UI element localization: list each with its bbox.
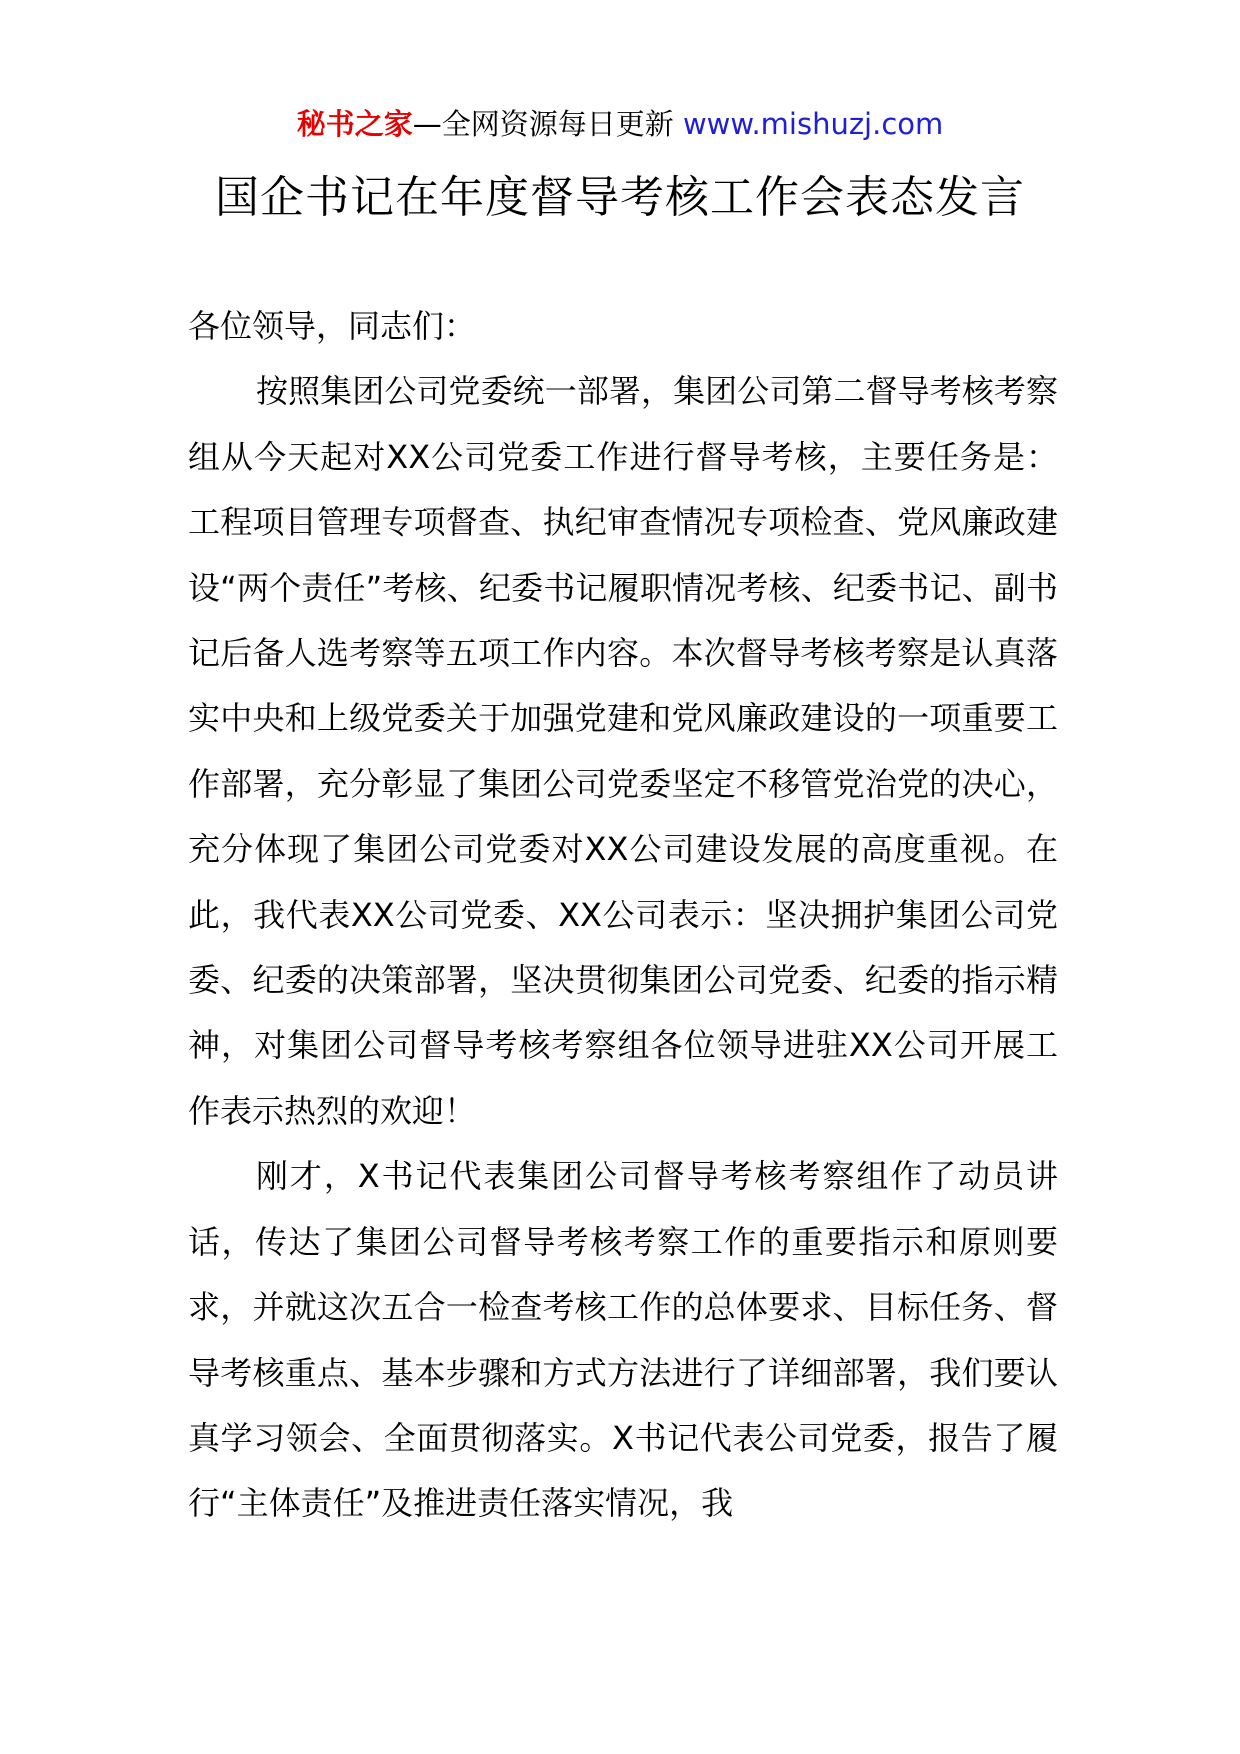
site-banner: [0, 104, 1240, 144]
document-title: 国企书记在年度督导考核工作会表态发言: [215, 172, 1025, 223]
salutation: 各位领导，同志们：: [188, 307, 477, 345]
paragraph-1: 按照集团公司党委统一部署，集团公司第二督导考核考察组从今天起对XX公司党委工作进行督导考核，主要任务是：工程项目管理专项督查、执纪审查情况专项检查、党风廉政建设“两个责任”考核、纪委书记履职情况考核、纪委书记、副书记后备人选考察等五项工作内容。本次督导考核考察是认真落实中央和上级党委关于加强党建和党风廉政建设的一项重要工作部署，充分彰显了集团公司党委坚定不移管党治党的决心，充分体现了集团公司党委对XX公司建设发展的高度重视。在此，我代表XX公司党委、XX公司表示：坚决拥护集团公司党委、纪委的决策部署，坚决贯彻集团公司党委、纪委的指示精神，对集团公司督导考核考察组各位领导进驻XX公司开展工作表示热烈的欢迎！: [188, 372, 1058, 1130]
paragraph-2: 刚才，X书记代表集团公司督导考核考察组作了动员讲话，传达了集团公司督导考核考察工作的重要指示和原则要求，并就这次五合一检查考核工作的总体要求、目标任务、督导考核重点、基本步骤和方式方法进行了详细部署，我们要认真学习领会、全面贯彻落实。X书记代表公司党委，报告了履行“主体责任”及推进责任落实情况，我: [188, 1157, 1058, 1523]
document-body: [188, 294, 1058, 1537]
brand-name: 秘书之家: [296, 107, 413, 141]
site-url-link[interactable]: www.mishuzj.com: [682, 107, 944, 141]
banner-tagline: —全网资源每日更新: [412, 107, 683, 141]
